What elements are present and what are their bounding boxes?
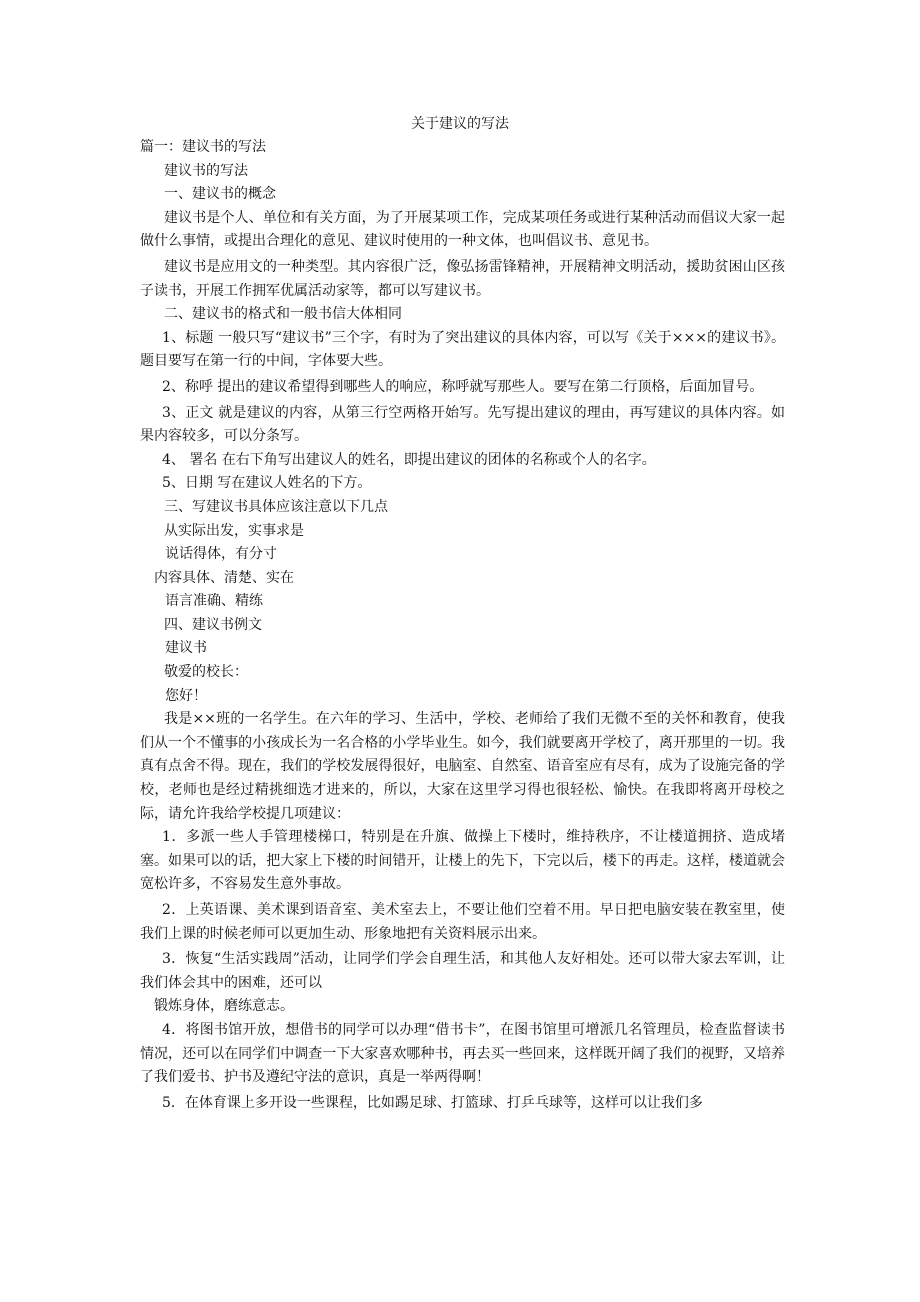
- body-paragraph: 1、标题 一般只写“建议书”三个字，有时为了突出建议的具体内容，可以写《关于×××的建议书》。题目要写在第一行的中间，字体要大些。: [140, 329, 785, 370]
- section-heading: 二、建议书的格式和一般书信大体相同: [164, 306, 402, 323]
- section-heading: 四、建议书例文: [164, 616, 262, 633]
- letter-paragraph: 锻炼身体，磨练意志。: [154, 998, 294, 1015]
- letter-greeting: 您好！: [165, 687, 207, 704]
- list-item: 说话得体，有分寸: [165, 546, 277, 563]
- list-item: 内容具体、清楚、实在: [154, 569, 294, 586]
- letter-paragraph: 3．恢复“生活实践周”活动，让同学们学会自理生活，和其他人友好相处。还可以带大家去军训，让我们体会其中的困难，还可以: [140, 951, 785, 991]
- body-paragraph: 2、称呼 提出的建议希望得到哪些人的响应，称呼就写那些人。要写在第二行顶格，后面加冒号。: [162, 378, 764, 395]
- letter-paragraph: 1．多派一些人手管理楼梯口，特别是在升旗、做操上下楼时，维持秩序，不让楼道拥挤、造成堵塞。如果可以的话，把大家上下楼的时间错开，让楼上的先下，下完以后，楼下的再走。这样，楼道就会宽松许多，不容易发生意外事故。: [140, 829, 785, 893]
- letter-title: 建议书: [165, 640, 207, 657]
- subheading: 建议书的写法: [164, 162, 248, 179]
- list-item: 语言准确、精练: [165, 593, 263, 610]
- document-title: 关于建议的写法: [411, 116, 509, 132]
- letter-paragraph: 2．上英语课、美术课到语音室、美术室去上，不要让他们空着不用。早日把电脑安装在教室里，使我们上课的时候老师可以更加生动、形象地把有关资料展示出来。: [140, 902, 785, 942]
- body-paragraph: 4、 署名 在右下角写出建议人的姓名，即提出建议的团体的名称或个人的名字。: [162, 451, 656, 468]
- body-paragraph: 建议书是个人、单位和有关方面，为了开展某项工作，完成某项任务或进行某种活动而倡议大家一起做什么事情，或提出合理化的意见、建议时使用的一种文体，也叫倡议书、意见书。: [140, 209, 785, 250]
- section-heading: 篇一：建议书的写法: [140, 139, 266, 155]
- letter-salutation: 敬爱的校长：: [164, 664, 248, 681]
- body-paragraph: 3、正文 就是建议的内容，从第三行空两格开始写。先写提出建议的理由，再写建议的具体内容。如果内容较多，可以分条写。: [140, 404, 785, 445]
- letter-paragraph: 4．将图书馆开放，想借书的同学可以办理“借书卡”，在图书馆里可增派几名管理员，检查监督读书情况，还可以在同学们中调查一下大家喜欢哪种书，再去买一些回来，这样既开阔了我们的视野，又培养了我们爱书、护书及遵纪守法的意识，真是一举两得啊！: [140, 1021, 785, 1086]
- section-heading: 三、写建议书具体应该注意以下几点: [164, 498, 388, 515]
- body-paragraph: 建议书是应用文的一种类型。其内容很广泛，像弘扬雷锋精神，开展精神文明活动，援助贫困山区孩子读书，开展工作拥军优属活动家等，都可以写建议书。: [140, 258, 785, 299]
- section-heading: 一、建议书的概念: [164, 186, 276, 203]
- letter-paragraph: 5．在体育课上多开设一些课程，比如踢足球、打篮球、打乒乓球等，这样可以让我们多: [162, 1094, 703, 1111]
- document-body: [140, 136, 785, 1115]
- letter-paragraph: 我是××班的一名学生。在六年的学习、生活中，学校、老师给了我们无微不至的关怀和教育，使我们从一个不懂事的小孩成长为一名合格的小学毕业生。如今，我们就要离开学校了，离开那里的一切。我真有点舍不得。现在，我们的学校发展得很好，电脑室、自然室、语音室应有尽有，成为了设施完备的学校，老师也是经过精挑细选才进来的，所以，大家在这里学习得也很轻松、愉快。在我即将离开母校之际，请允许我给学校提几项建议：: [140, 711, 785, 822]
- list-item: 从实际出发，实事求是: [164, 522, 304, 539]
- body-paragraph: 5、日期 写在建议人姓名的下方。: [162, 475, 372, 492]
